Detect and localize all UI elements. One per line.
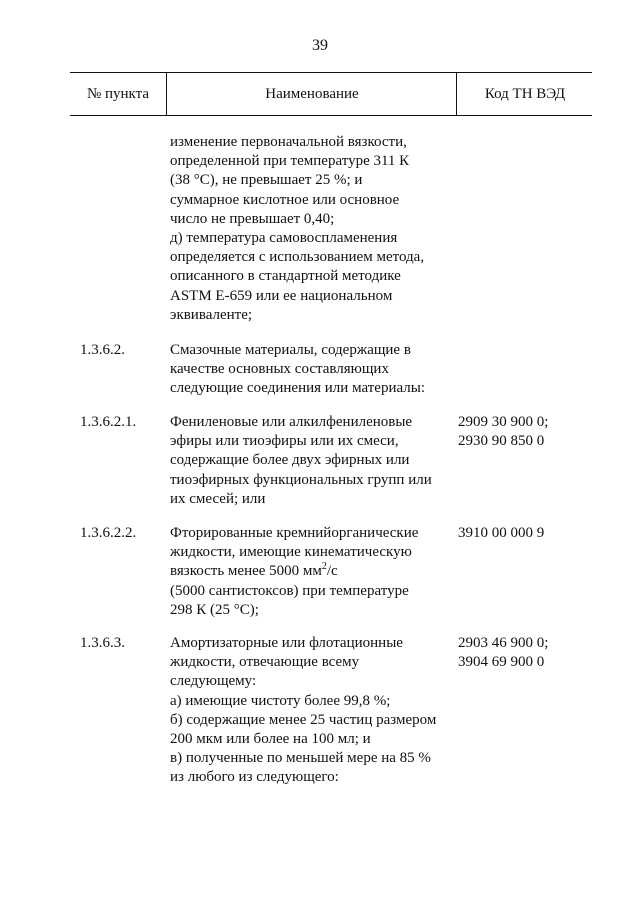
page-number: 39	[312, 37, 328, 54]
text-line: суммарное кислотное или основное	[170, 191, 400, 208]
text-line: 298 К (25 °С);	[170, 601, 259, 618]
item-number: 1.3.6.3.	[80, 635, 125, 651]
item-code	[458, 634, 608, 672]
text-line: д) температура самовоспламенения	[170, 230, 398, 247]
text-line: Смазочные материалы, содержащие в	[170, 342, 411, 358]
item-code	[458, 413, 608, 451]
header-name: Наименование	[166, 73, 457, 115]
text-line: жидкости, отвечающие всему	[170, 654, 360, 671]
text-line: жидкости, имеющие кинематическую	[170, 544, 412, 561]
table-header	[70, 72, 592, 116]
text-line: (38 °С), не превышает 25 %; и	[170, 172, 363, 189]
item-name	[170, 341, 460, 399]
text-line: а) имеющие чистоту более 99,8 %;	[170, 692, 391, 709]
text-line: их смесей; или	[170, 490, 266, 507]
text-fragment: /с	[326, 563, 338, 580]
header-item-number: № пункта	[86, 86, 150, 102]
text-line: в) полученные по меньшей мере на 85 %	[170, 750, 431, 767]
text-fragment: вязкость менее 5000 мм	[170, 563, 322, 580]
item-code	[458, 524, 608, 543]
text-line: следующему:	[170, 673, 257, 690]
text-line: качестве основных составляющих	[170, 361, 389, 378]
text-line: 200 мкм или более на 100 мл; и	[170, 731, 371, 748]
text-line: Фторированные кремнийорганические	[170, 525, 419, 541]
text-line: содержащие более двух эфирных или	[170, 452, 410, 469]
text-line: следующие соединения или материалы:	[170, 380, 425, 397]
text-line: б) содержащие менее 25 частиц размером	[170, 711, 437, 728]
text-line: ASTM E-659 или ее национальном	[170, 287, 393, 304]
code-line: 2930 90 850 0	[458, 433, 545, 450]
code-line: 2909 30 900 0;	[458, 414, 549, 430]
continuation-text	[170, 133, 460, 325]
item-number: 1.3.6.2.1.	[80, 414, 137, 430]
text-line: (5000 сантистоксов) при температуре	[170, 582, 409, 599]
text-line: эквиваленте;	[170, 306, 253, 323]
text-line: эфиры или тиоэфиры или их смеси,	[170, 433, 399, 450]
text-line: Амортизаторные или флотационные	[170, 635, 403, 651]
header-code: Код ТН ВЭД	[456, 73, 593, 115]
text-line: число не превышает 0,40;	[170, 210, 335, 227]
item-number: 1.3.6.2.	[80, 342, 125, 358]
code-line: 3910 00 000 9	[458, 525, 545, 541]
text-line: определенной при температуре 311 К	[170, 153, 410, 170]
item-name	[170, 413, 460, 509]
code-line: 2903 46 900 0;	[458, 635, 549, 651]
text-line: определяется с использованием метода,	[170, 249, 425, 266]
item-name	[170, 634, 460, 788]
text-line: изменение первоначальной вязкости,	[170, 134, 407, 150]
superscript: 2	[321, 561, 327, 573]
text-line: тиоэфирных функциональных групп или	[170, 471, 432, 488]
item-number: 1.3.6.2.2.	[80, 525, 137, 541]
text-line: из любого из следующего:	[170, 769, 339, 786]
text-line: описанного в стандартной методике	[170, 268, 401, 285]
text-line: Фениленовые или алкилфениленовые	[170, 414, 413, 430]
code-line: 3904 69 900 0	[458, 654, 545, 671]
text-line	[170, 562, 460, 581]
item-name	[170, 524, 460, 620]
